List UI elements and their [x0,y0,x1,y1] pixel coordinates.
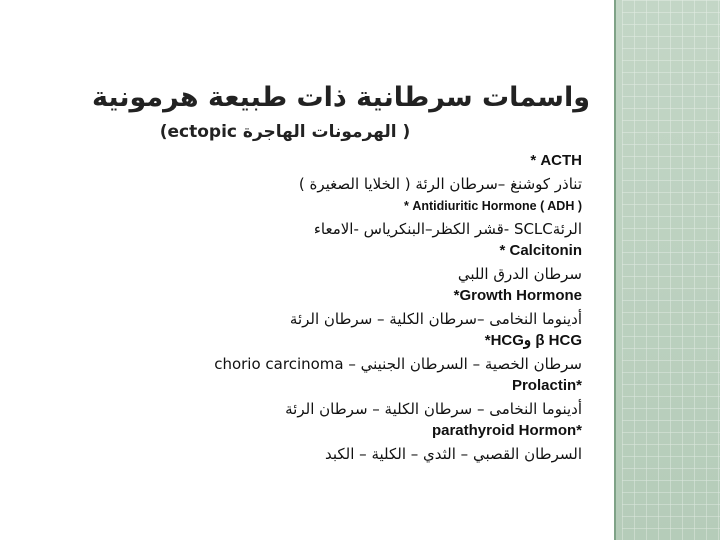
cancer-description: تناذر كوشنغ –سرطان الرئة ( الخلايا الصغيرة ) [298,174,582,193]
cancer-description: أدينوما النخامى – سرطان الكلية – سرطان الرئة [285,399,582,418]
slide-subtitle: ( الهرمونات الهاجرة ectopic) [159,122,411,142]
cancer-description: الرئةSCLC -قشر الكظر–البنكرياس -الامعاء [313,219,582,238]
cancer-description: السرطان القصبي – الثدي – الكلية – الكبد [324,444,582,463]
hormone-heading: ACTH * [530,152,582,169]
hormone-heading: Growth Hormone* [453,287,582,304]
hormone-heading: Antidiuritic Hormone ( ADH ) * [403,199,582,213]
marker-list [90,150,582,465]
decorative-grid-pattern [622,0,720,540]
cancer-description: أدينوما النخامى –سرطان الكلية – سرطان الرئة [289,309,582,328]
hormone-heading: Calcitonin * [499,242,582,259]
decorative-band-edge [614,0,616,540]
hormone-heading: *parathyroid Hormon [431,422,582,439]
hormone-heading: *Prolactin [511,377,582,394]
decorative-side-band [614,0,720,540]
hormone-heading: β HCG وHCG* [484,332,582,349]
cancer-description: سرطان الخصية – السرطان الجنيني – chorio carcinoma [214,354,582,373]
slide-title: واسمات سرطانية ذات طبيعة هرمونية [91,82,590,113]
cancer-description: سرطان الدرق اللبي [457,264,582,283]
